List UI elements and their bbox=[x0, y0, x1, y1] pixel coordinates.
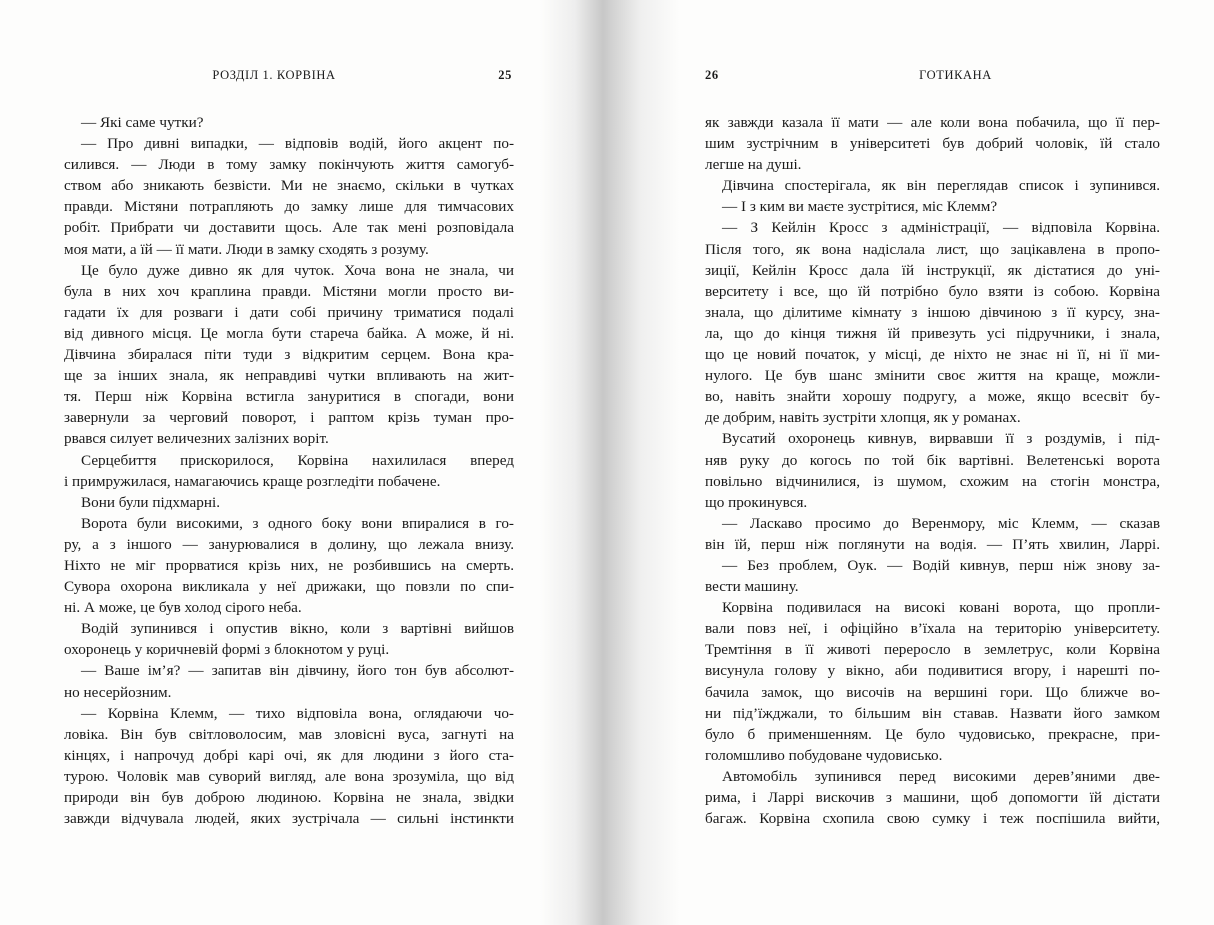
text-line: — З Кейлін Кросс з адміністрації, — відповіла Корвіна. bbox=[722, 219, 1160, 237]
text-line: — Без проблем, Оук. — Водій кивнув, перш ніж знову за- bbox=[722, 556, 1160, 574]
text-line: Ворота були високими, з одного боку вони впиралися в го- bbox=[81, 514, 514, 532]
text-line: Дівчина спостерігала, як він переглядав список і зупинився. bbox=[722, 177, 1160, 195]
text-line: моя мати, а їй — її мати. Люди в замку сходять з розуму. bbox=[64, 240, 429, 258]
text-line: нулого. Це був шанс змінити своє життя на краще, можли- bbox=[705, 367, 1160, 385]
text-line: робіт. Прибрати чи доставити щось. Але так мені розповідала bbox=[64, 219, 514, 237]
text-line: зиції, Кейлін Кросс дала їй інструкції, як дістатися до уні- bbox=[705, 261, 1160, 279]
running-head-chapter: РОЗДІЛ 1. КОРВІНА bbox=[212, 68, 336, 82]
text-line: Це було дуже дивно як для чуток. Хоча вона не знала, чи bbox=[81, 261, 514, 279]
text-line: ще за інших знала, як неправдиві чутки впливають на жит- bbox=[64, 367, 514, 385]
text-line: Корвіна подивилася на високі ковані ворота, що пропли- bbox=[722, 599, 1160, 617]
text-line: завжди відчувала людей, яких зустрічала — сильні інстинкти bbox=[64, 810, 514, 828]
right-page-body bbox=[705, 112, 1160, 829]
text-line: як завжди казала її мати — але коли вона побачила, що її пер- bbox=[705, 114, 1160, 131]
text-line: легше на душі. bbox=[705, 156, 802, 174]
text-line: що це новий початок, у місці, де ніхто не знає ні її, ні її ми- bbox=[705, 346, 1160, 364]
text-line: ні. А може, це був холод сірого неба. bbox=[64, 599, 302, 617]
text-line: во, навіть знайти хорошу подругу, а може, якщо всесвіт бу- bbox=[705, 388, 1160, 406]
text-line: від дивного місця. Це могла бути стареча байка. А може, й ні. bbox=[64, 324, 514, 342]
text-line: була в них хоч краплина правди. Містяни могли просто ви- bbox=[64, 282, 514, 300]
text-line: шим зустрічним в університеті був добрий чоловік, їй стало bbox=[705, 135, 1160, 153]
text-line: турою. Чоловік мав суворий вигляд, але вона зрозуміла, що від bbox=[64, 767, 514, 785]
text-line: висунула голову у вікно, аби подивитися вгору, і нарешті по- bbox=[705, 662, 1160, 680]
text-line: і примружилася, намагаючись краще розгледіти побачене. bbox=[64, 472, 441, 490]
text-line: було б применшенням. Це було чудовисько, прекрасне, при- bbox=[705, 725, 1160, 743]
text-line: що прокинувся. bbox=[705, 493, 808, 511]
text-line: силився. — Люди в тому замку покінчують життя самогуб- bbox=[64, 156, 514, 174]
text-line: — Ласкаво просимо до Веренмору, міс Клемм, — сказав bbox=[722, 514, 1160, 532]
left-page-body bbox=[64, 112, 514, 829]
text-line: Тремтіння в її животі переросло в землетрус, коли Корвіна bbox=[705, 641, 1160, 659]
text-line: вали повз неї, і офіційно в’їхала на територію університету. bbox=[705, 620, 1160, 638]
text-line: — Про дивні випадки, — відповів водій, його акцент по- bbox=[81, 135, 514, 153]
text-line: завернули за черговий поворот, і раптом крізь туман про- bbox=[64, 409, 514, 427]
text-line: Після того, як вона надіслала лист, що зацікавлена в пропо- bbox=[705, 240, 1160, 258]
text-line: верситету і все, що їй потрібно було взяти із собою. Корвіна bbox=[705, 282, 1160, 300]
text-line: Серцебиття прискорилося, Корвіна нахилилася вперед bbox=[81, 451, 514, 469]
text-line: охоронець у коричневій формі з блокнотом у руці. bbox=[64, 641, 390, 659]
text-line: тя. Перш ніж Корвіна встигла зануритися в спогади, вони bbox=[64, 388, 514, 406]
text-line: Вусатий охоронець кивнув, вирвавши її з роздумів, і під- bbox=[722, 430, 1160, 448]
text-line: він їй, перш ніж поглянути на водія. — П’ять хвилин, Ларрі. bbox=[705, 535, 1160, 553]
text-line: правди. Містяни потрапляють до замку лише для тимчасових bbox=[64, 198, 514, 216]
right-page bbox=[607, 0, 1214, 925]
text-line: Автомобіль зупинився перед високими дерев’яними две- bbox=[722, 767, 1160, 785]
text-line: голомшливо побудоване чудовисько. bbox=[705, 746, 943, 764]
text-line: бачила замок, що височів на вершині гори. Що ближче во- bbox=[705, 683, 1160, 701]
text-line: Дівчина збиралася піти туди з відкритим серцем. Вона кра- bbox=[64, 346, 514, 364]
text-line: ловіка. Він був світловолосим, мав зловісні вуса, загнуті на bbox=[64, 725, 514, 743]
text-line: — Які саме чутки? bbox=[81, 114, 204, 131]
text-line: — Корвіна Клемм, — тихо відповіла вона, оглядаючи чо- bbox=[81, 704, 514, 722]
text-line: кінцях, і напрочуд добрі карі очі, як для людини з його ста- bbox=[64, 746, 514, 764]
text-line: Водій зупинився і опустив вікно, коли з вартівні вийшов bbox=[81, 620, 514, 638]
text-line: вести машину. bbox=[705, 578, 799, 596]
text-line: Сувора охорона викликала у неї дрижаки, що повзли по спи- bbox=[64, 578, 514, 596]
text-line: де добрим, навіть зустріти хлопця, як у романах. bbox=[705, 409, 1021, 427]
text-line: повільно відчинилися, із шумом, схожим на стогін монстра, bbox=[705, 472, 1160, 490]
text-line: — І з ким ви маєте зустрітися, міс Клемм? bbox=[722, 198, 998, 216]
text-line: природи він був доброю людиною. Корвіна не знала, звідки bbox=[64, 789, 514, 806]
text-line: ни під’їжджали, то більшим він ставав. Назвати його замком bbox=[705, 704, 1160, 722]
text-line: ством або зникають безвісти. Ми не знаємо, скільки в чутках bbox=[64, 177, 514, 195]
text-line: Ніхто не міг прорватися крізь них, не розбившись на смерть. bbox=[64, 556, 514, 574]
left-page-header bbox=[64, 68, 512, 86]
text-line: знала, що ділитиме кімнату з іншою дівчиною з її курсу, зна- bbox=[705, 303, 1160, 321]
running-head-book-title: ГОТИКАНА bbox=[919, 68, 992, 82]
page-number: 25 bbox=[498, 68, 512, 82]
text-line: рвався силует величезних залізних воріт. bbox=[64, 430, 329, 448]
right-page-header bbox=[705, 68, 1156, 86]
text-line: но несерйозним. bbox=[64, 683, 172, 701]
text-line: няв руку до когось по той бік вартівні. Велетенські ворота bbox=[705, 451, 1160, 469]
text-line: ру, а з іншого — занурювалися в долину, що лежала внизу. bbox=[64, 535, 514, 553]
text-line: рима, і Ларрі вискочив з машини, щоб допомогти їй дістати bbox=[705, 789, 1160, 806]
text-line: багаж. Корвіна схопила свою сумку і теж поспішила вийти, bbox=[705, 810, 1160, 828]
text-line: — Ваше ім’я? — запитав він дівчину, його тон був абсолют- bbox=[81, 662, 514, 680]
text-line: Вони були підхмарні. bbox=[81, 493, 221, 511]
page-number: 26 bbox=[705, 68, 719, 82]
text-line: гадати їх для розваги і дати собі причину триматися подалі bbox=[64, 303, 514, 321]
text-line: ла, що до кінця тижня їй привезуть усі підручники, і знала, bbox=[705, 324, 1160, 342]
